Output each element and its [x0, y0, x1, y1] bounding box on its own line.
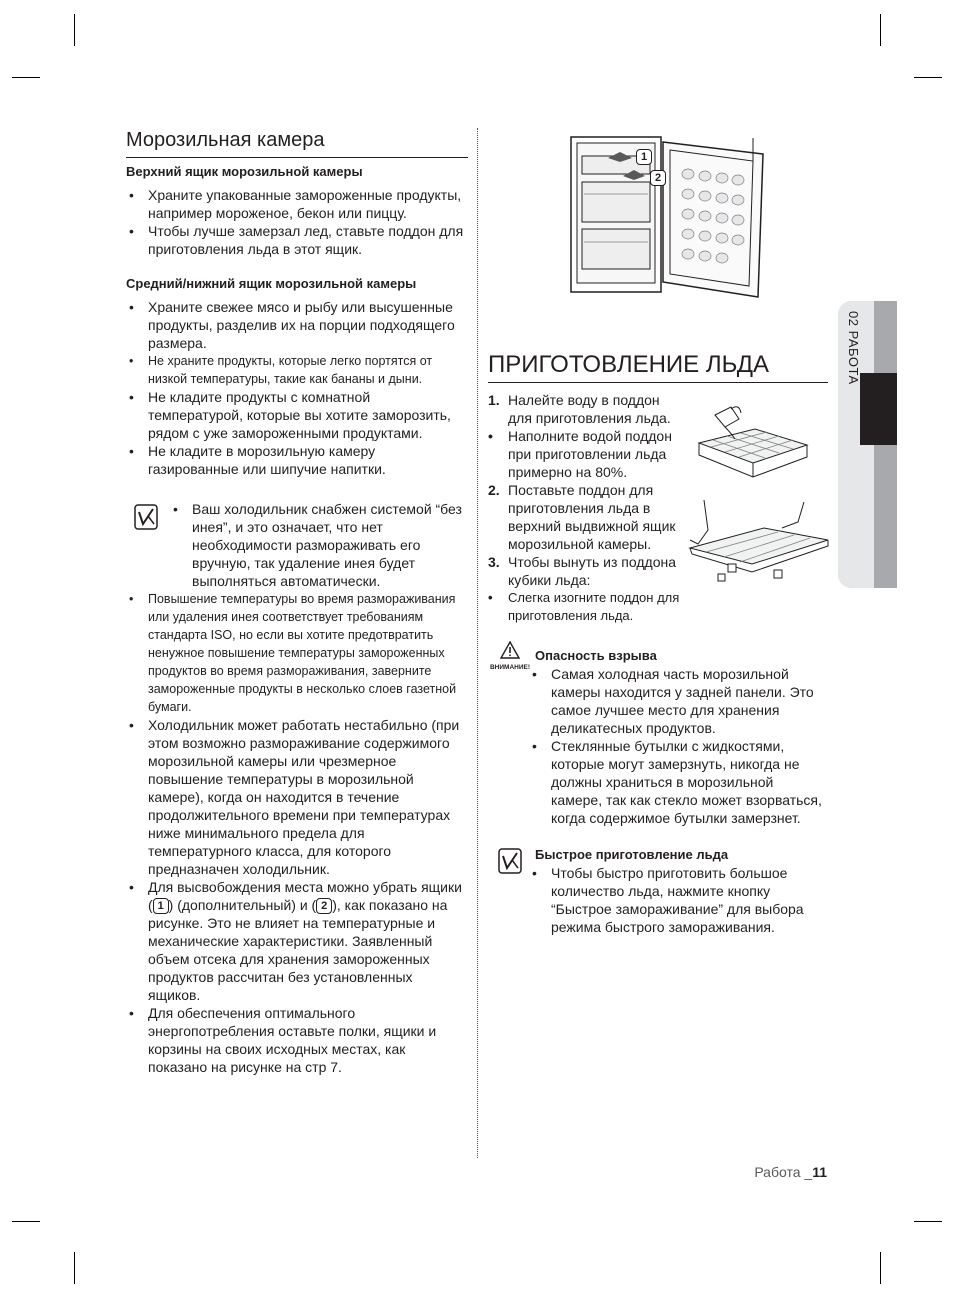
page-number: 11	[812, 1164, 827, 1180]
crop-mark	[12, 1221, 40, 1222]
step-item: • Слегка изогните поддон для приготовления льда.	[488, 590, 680, 623]
list-item: • Чтобы лучше замерзал лед, ставьте поддон для приготовления льда в этот ящик.	[126, 222, 468, 258]
crop-mark	[914, 1221, 942, 1222]
list-item: • Для обеспечения оптимального энергопотребления оставьте полки, ящики и корзины на своих исходных местах, как показано на рисунке на стр 7.	[126, 1004, 468, 1076]
step-item: 3. Чтобы вынуть из поддона кубики льда:	[488, 554, 676, 588]
list-item: • Стеклянные бутылки с жидкостями, которые могут замерзнуть, никогда не должны храниться в морозильной камере, так как стекло может взорваться, когда содержимое бутылки замерзнет.	[529, 737, 828, 827]
quick-ice-note	[488, 846, 828, 936]
section-title: Морозильная камера	[126, 128, 468, 158]
warning-list	[529, 665, 828, 827]
warning-icon	[500, 641, 520, 659]
upper-drawer-list	[126, 186, 468, 258]
page-footer	[700, 1164, 827, 1180]
list-item: • Самая холодная часть морозильной камеры находится у задней панели. Это самое лучшее место для хранения деликатесных продуктов.	[529, 665, 828, 737]
column-divider	[477, 128, 478, 1158]
ice-tray-twist-illustration	[686, 500, 832, 586]
list-item: • Храните упакованные замороженные продукты, например мороженое, бекон или пиццу.	[126, 186, 468, 222]
chapter-side-tab	[838, 301, 897, 588]
step-item: 1. Налейте воду в поддон для приготовления льда.	[488, 392, 671, 426]
figure-label-2: 2	[650, 170, 666, 186]
list-item: • Не кладите продукты с комнатной температурой, которые вы хотите заморозить, рядом с уже замороженными продуктами.	[126, 388, 468, 442]
crop-mark	[74, 1252, 75, 1284]
figure-label-1: 1	[636, 149, 652, 165]
list-item: • Для высвобождения места можно убрать ящики ( 1 ) (дополнительный) и ( 2 ), как показано на рисунке. Это не влияет на температурные и механические характеристики. Заявленный объем отсека для хранения замороженных продуктов рассчитан без установленных ящиков.	[126, 878, 468, 1004]
list-item: • Храните свежее мясо и рыбу или высушенные продукты, разделив их на порции подходящего размера.	[126, 298, 468, 352]
warning-badge	[485, 641, 535, 672]
list-item: • Холодильник может работать нестабильно (при этом возможно размораживание содержимого морозильной камеры или чрезмерное повышение температуры в морозильной камере), когда он находится в течение продолжительного времени при температурах ниже минимального предела для температурного класса, для которого предназначен холодильник.	[126, 716, 468, 878]
quick-ice-heading: Быстрое приготовление льда	[535, 847, 729, 862]
step-item: • Наполните водой поддон при приготовлении льда примерно на 80%.	[488, 428, 672, 480]
note-item: • Ваш холодильник снабжен системой “без инея”, и это означает, что нет необходимости размораживать его вручную, так удаление инея будет выполняться автоматически.	[170, 500, 468, 590]
note-block	[126, 500, 468, 590]
ice-steps	[488, 391, 680, 625]
drawer-1-label: 1	[153, 898, 169, 914]
warning-block	[488, 647, 828, 827]
note-icon	[134, 504, 158, 530]
chapter-marker	[860, 373, 897, 445]
drawer-2-label: 2	[316, 898, 332, 914]
left-column	[126, 128, 468, 1076]
lower-drawer-list	[126, 298, 468, 478]
crop-mark	[74, 14, 75, 46]
list-item: • Повышение температуры во время размораживания или удаления инея соответствует требованиям стандарта ISO, но если вы хотите предотвратить ненужное повышение температуры замороженных продуктов во время размораживания, заверните замороженные продукты в несколько слоев газетной бумаги.	[126, 590, 468, 716]
freezer-illustration	[568, 134, 773, 299]
ice-section-title: ПРИГОТОВЛЕНИЕ ЛЬДА	[488, 351, 828, 383]
chapter-label: 02 РАБОТА	[846, 311, 861, 385]
notes-list	[126, 590, 468, 1076]
warning-label: ВНИМАНИЕ!	[489, 664, 531, 671]
crop-mark	[12, 77, 40, 78]
list-item: • Не кладите в морозильную камеру газированные или шипучие напитки.	[126, 442, 468, 478]
warning-heading: Опасность взрыва	[535, 648, 657, 663]
lower-drawer-heading: Средний/нижний ящик морозильной камеры	[126, 276, 417, 291]
crop-mark	[914, 77, 942, 78]
footer-label: Работа _	[754, 1164, 813, 1180]
upper-drawer-heading: Верхний ящик морозильной камеры	[126, 164, 363, 179]
crop-mark	[880, 14, 881, 46]
step-item: 2. Поставьте поддон для приготовления льда в верхний выдвижной ящик морозильной камеры.	[488, 482, 676, 552]
ice-tray-filling-illustration	[695, 403, 813, 483]
note-icon	[498, 848, 522, 874]
list-item: • Не храните продукты, которые легко портятся от низкой температуры, такие как бананы и дыни.	[126, 352, 468, 388]
list-item: • Чтобы быстро приготовить большое количество льда, нажмите кнопку “Быстрое замораживание” для выбора режима быстрого замораживания.	[529, 864, 828, 936]
crop-mark	[880, 1252, 881, 1284]
